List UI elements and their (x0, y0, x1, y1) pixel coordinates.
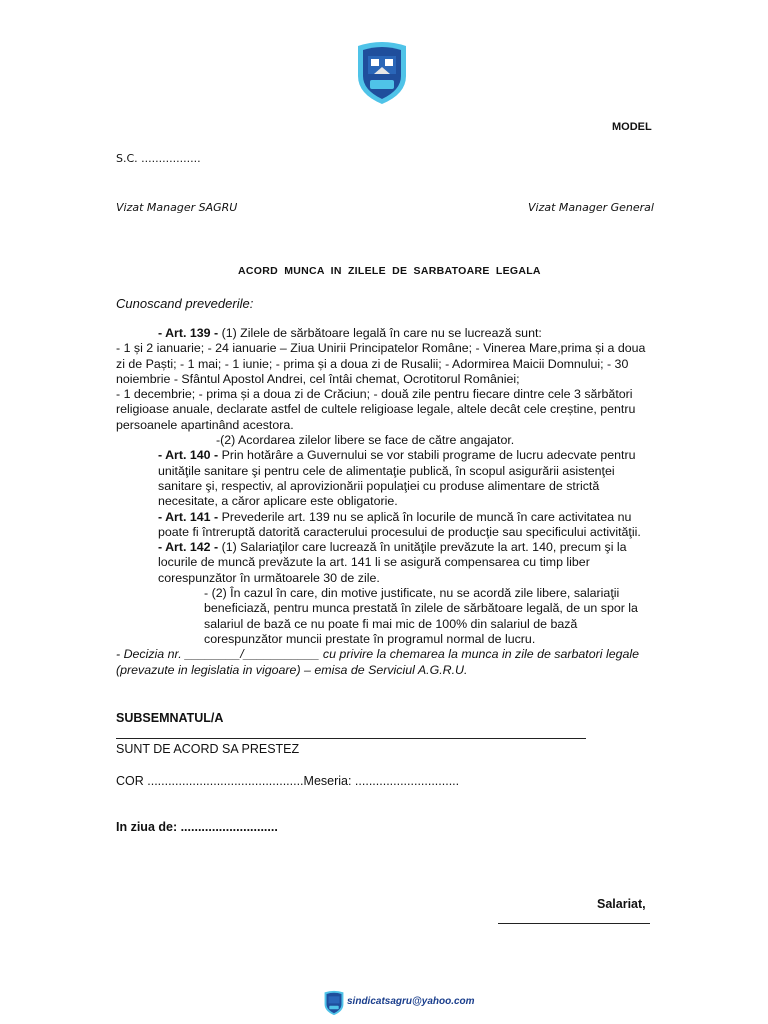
shield-logo-icon (323, 990, 345, 1016)
document-title: ACORD MUNCA IN ZILELE DE SARBATOARE LEGALA (238, 265, 541, 277)
art-140-label: - Art. 140 - (158, 448, 219, 463)
visa-manager-sagru: Vizat Manager SAGRU (116, 201, 238, 214)
agreement-statement: SUNT DE ACORD SA PRESTEZ (116, 742, 300, 756)
date-field: In ziua de: ............................ (116, 820, 278, 834)
art-141-paragraph (116, 510, 656, 541)
name-underline (116, 738, 586, 739)
art-140-paragraph (116, 448, 656, 509)
art-141-label: - Art. 141 - (158, 509, 219, 524)
intro-text: Cunoscand prevederile: (116, 296, 254, 311)
art-139-paragraph-2: -(2) Acordarea zilelor libere se face de către angajator. (216, 433, 515, 448)
footer-email[interactable]: sindicatsagru@yahoo.com (347, 996, 475, 1007)
art-142-paragraph-2: - (2) În cazul în care, din motive justificate, nu se acordă zile libere, salariaţii beneficiază, pentru munca prestată în zilele de sărbătoare legală, de un spor la salariul de bază ce nu poate fi mai mic de 100% din salariul de bază corespunzător muncii prestate în programul normal de lucru. (204, 586, 638, 646)
art-139-list-1: - 1 și 2 ianuarie; - 24 ianuarie – Ziua Unirii Principatelor Române; - Vinerea Mare,prima și a doua zi de Paști; - 1 mai; - 1 iunie; - prima și a doua zi de Rusalii; - Adormirea Maicii Domnului; - 30 noiembrie - Sfântul Apostol Andrei, cel întâi chemat, Ocrotitorul României; (116, 341, 646, 386)
art-139-paragraph (116, 326, 656, 341)
model-label: MODEL (612, 121, 652, 133)
signature-line (498, 923, 650, 924)
art-142-paragraph (116, 540, 656, 586)
decizia-text: - Decizia nr. ________/___________ cu privire la chemarea la munca in zile de sarbatori legale (prevazute in legislatia in vigoare) – emisa de Serviciul A.G.R.U. (116, 647, 640, 677)
art-141-text: Prevederile art. 139 nu se aplică în locurile de muncă în care activitatea nu poate fi întreruptă datorită caracterului procesului de producţie sau specificului activităţii. (158, 509, 641, 539)
art-139-text: (1) Zilele de sărbătoare legală în care nu se lucrează sunt: (218, 326, 542, 340)
art-142-label: - Art. 142 - (158, 540, 219, 555)
employee-signature-label: Salariat, (597, 897, 646, 911)
shield-logo-icon (354, 40, 410, 106)
art-140-text: Prin hotărâre a Guvernului se vor stabili programe de lucru adecvate pentru unităţile sanitare şi pentru cele de alimentaţie publică, în scopul asigurării asistenţei sanitare şi, respectiv, al aprovizionării populaţiei cu produse alimentare de strictă necesitate, a căror aplicare este obligatorie. (158, 448, 636, 509)
company-field: S.C. ................. (116, 152, 201, 165)
art-142-text: (1) Salariaţilor care lucrează în unităţile prevăzute la art. 140, precum şi la locurile de muncă prevăzute la art. 141 li se asigură compensarea cu timp liber corespunzător în următoarele 30 de zile. (158, 540, 627, 585)
visa-manager-general: Vizat Manager General (528, 201, 654, 214)
document-body (116, 326, 656, 678)
art-139-label: - Art. 139 - (158, 326, 219, 340)
cor-meseria-line: COR .............................................Meseria: .............................. (116, 774, 460, 788)
subsemnatul-label: SUBSEMNATUL/A (116, 711, 224, 725)
art-139-list-2: - 1 decembrie; - prima și a doua zi de Crăciun; - două zile pentru fiecare dintre cele 3 sărbători religioase anuale, declarate astfel de cultele religioase legale, altele decât cele creștine, pentru persoanele apartinând acestora. (116, 387, 636, 432)
